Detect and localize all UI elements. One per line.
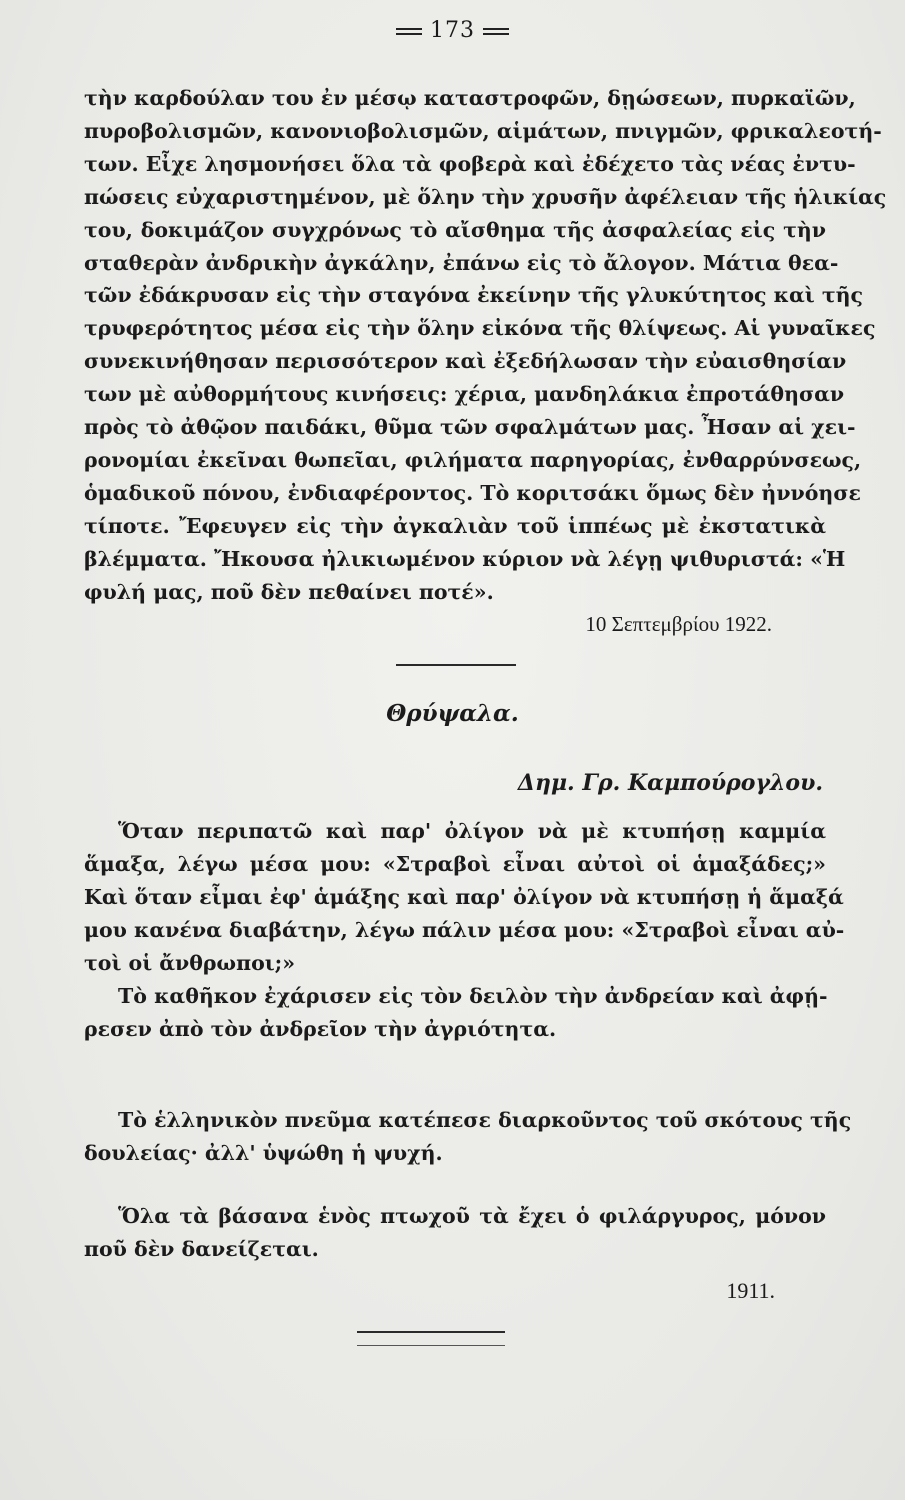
text-line: μου κανένα διαβάτην, λέγω πάλιν μέσα μου: «Στραβοὶ εἶναι αὐ-	[84, 917, 845, 942]
text-line: ἅμαξα, λέγω μέσα μου: «Στραβοὶ εἶναι αὐτοὶ οἱ ἁμαξάδες;»	[84, 851, 826, 876]
paragraph-4	[84, 1104, 852, 1170]
text-line: ρονομίαι ἐκεῖναι θωπεῖαι, φιλήματα παρηγορίας, ἐνθαρρύνσεως,	[84, 447, 862, 472]
text-line: τρυφερότητος μέσα εἰς τὴν ὅλην εἰκόνα τῆς θλίψεως. Αἱ γυναῖκες	[84, 316, 876, 341]
date-signature-2: 1911.	[726, 1278, 775, 1303]
text-line: σταθερὰν ἀνδρικὴν ἀγκάλην, ἐπάνω εἰς τὸ ἄλογον. Μάτια θεα-	[84, 250, 839, 275]
page-number-text: 173	[430, 18, 475, 43]
text-line: Τὸ ἑλληνικὸν πνεῦμα κατέπεσε διαρκοῦντος τοῦ σκότους τῆς	[118, 1108, 852, 1132]
page-number-rule-left	[396, 28, 422, 35]
end-separator	[357, 1331, 505, 1333]
paragraph-1	[84, 82, 887, 609]
text-line: Καὶ ὅταν εἶμαι ἐφ' ἁμάξης καὶ παρ' ὀλίγον νὰ κτυπήσῃ ἡ ἅμαξά	[84, 884, 844, 909]
text-line: πρὸς τὸ ἀθῷον παιδάκι, θῦμα τῶν σφαλμάτων μας. Ἦσαν αἱ χει-	[84, 415, 856, 440]
text-line: δουλείας· ἀλλ' ὑψώθη ἡ ψυχή.	[84, 1140, 443, 1165]
paragraph-3	[84, 980, 826, 1046]
section-separator	[396, 664, 516, 666]
date-signature-1: 10 Σεπτεμβρίου 1922.	[585, 612, 772, 636]
text-line: συνεκινήθησαν περισσότερον καὶ ἐξεδήλωσαν τὴν εὐαισθησίαν	[84, 349, 847, 374]
text-line: τῶν ἐδάκρυσαν εἰς τὴν σταγόνα ἐκείνην τῆς γλυκύτητος καὶ τῆς	[84, 283, 864, 308]
text-line: ρεσεν ἀπὸ τὸν ἀνδρεῖον τὴν ἀγριότητα.	[84, 1016, 557, 1041]
page-number	[0, 18, 905, 43]
text-line: ποῦ δὲν δανείζεται.	[84, 1236, 319, 1261]
text-line: των. Εἶχε λησμονήσει ὅλα τὰ φοβερὰ καὶ ἐδέχετο τὰς νέας ἐντυ-	[84, 151, 856, 176]
text-line: τοὶ οἱ ἄνθρωποι;»	[84, 950, 296, 975]
page-number-rule-right	[483, 28, 509, 35]
text-line: τίποτε. Ἔφευγεν εἰς τὴν ἀγκαλιὰν τοῦ ἱππέως μὲ ἐκστατικὰ	[84, 513, 826, 538]
text-line: τὴν καρδούλαν του ἐν μέσῳ καταστροφῶν, δῃώσεων, πυρκαϊῶν,	[84, 86, 856, 110]
text-line: ὁμαδικοῦ πόνου, ἐνδιαφέροντος. Τὸ κοριτσάκι ὅμως δὲν ἠννόησε	[84, 480, 861, 505]
section-author: Δημ. Γρ. Καμπούρογλου.	[517, 770, 823, 796]
text-line: φυλή μας, ποῦ δὲν πεθαίνει ποτέ».	[84, 579, 494, 604]
text-line: των μὲ αὐθορμήτους κινήσεις: χέρια, μανδηλάκια ἐπροτάθησαν	[84, 382, 845, 407]
text-line: του, δοκιμάζον συγχρόνως τὸ αἴσθημα τῆς ἀσφαλείας εἰς τὴν	[84, 217, 826, 242]
text-line: Ὅταν περιπατῶ καὶ παρ' ὀλίγον νὰ μὲ κτυπήσῃ καμμία	[118, 819, 826, 843]
end-separator-thin	[357, 1345, 505, 1346]
text-line: πυροβολισμῶν, κανονιοβολισμῶν, αἱμάτων, πνιγμῶν, φρικαλεοτή-	[84, 118, 882, 143]
text-line: Τὸ καθῆκον ἐχάρισεν εἰς τὸν δειλὸν τὴν ἀνδρείαν καὶ ἀφῄ-	[118, 984, 828, 1008]
text-line: πώσεις εὐχαριστημένον, μὲ ὅλην τὴν χρυσῆν ἀφέλειαν τῆς ἡλικίας	[84, 184, 887, 209]
text-line: βλέμματα. Ἤκουσα ἠλικιωμένον κύριον νὰ λέγῃ ψιθυριστά: «Ἡ	[84, 546, 846, 571]
paragraph-5	[84, 1200, 826, 1266]
section-title: Θρύψαλα.	[386, 700, 519, 727]
paragraph-2	[84, 815, 845, 980]
text-line: Ὅλα τὰ βάσανα ἑνὸς πτωχοῦ τὰ ἔχει ὁ φιλάργυρος, μόνον	[118, 1204, 826, 1228]
